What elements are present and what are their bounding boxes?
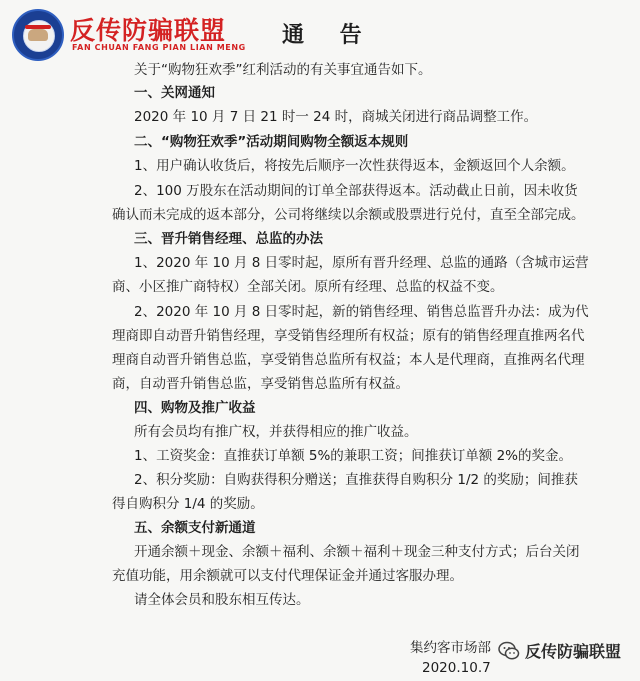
anti-fraud-logo bbox=[8, 5, 246, 63]
section-heading: 二、“购物狂欢季”活动期间购物全额返本规则 bbox=[134, 134, 409, 150]
body-line: 商，自动晋升销售总监，享受销售总监所有权益。 bbox=[112, 376, 409, 392]
body-line: 理商即自动晋升销售经理，享受销售经理所有权益；原有的销售经理直推两名代 bbox=[112, 328, 585, 344]
body-line: 商、小区推广商特权）全部关闭。原所有经理、总监的权益不变。 bbox=[112, 279, 504, 295]
body-line: 2、积分奖励：自购获得积分赠送；直推获得自购积分 1/2 的奖励；间推获 bbox=[134, 472, 578, 488]
notice-title: 通 告 bbox=[282, 23, 376, 48]
issuer-name: 集约客市场部 bbox=[410, 640, 491, 656]
body-line: 1、工资奖金：直推获订单额 5%的兼职工资；间推获订单额 2%的奖金。 bbox=[134, 448, 573, 464]
section-heading: 四、购物及推广收益 bbox=[134, 400, 256, 416]
body-line: 2、2020 年 10 月 8 日零时起，新的销售经理、销售总监晋升办法：成为代 bbox=[134, 304, 589, 320]
body-line: 请全体会员和股东相互传达。 bbox=[134, 592, 310, 608]
body-line: 得自购积分 1/4 的奖励。 bbox=[112, 496, 264, 512]
body-line: 所有会员均有推广权，并获得相应的推广收益。 bbox=[134, 424, 418, 440]
emblem-icon bbox=[12, 9, 64, 61]
section-heading: 一、关网通知 bbox=[134, 85, 215, 101]
logo-pinyin: FAN CHUAN FANG PIAN LIAN MENG bbox=[72, 43, 246, 52]
logo-name: 反传防骗联盟 bbox=[70, 16, 227, 45]
watermark-text: 反传防骗联盟 bbox=[525, 642, 622, 661]
body-line: 确认而未完成的返本部分，公司将继续以余额或股票进行兑付，直至全部完成。 bbox=[112, 207, 585, 223]
body-line: 充值功能，用余额就可以支付代理保证金并通过客服办理。 bbox=[112, 568, 463, 584]
wechat-icon bbox=[498, 641, 520, 661]
section-heading: 五、余额支付新通道 bbox=[134, 520, 256, 536]
intro-text: 关于“购物狂欢季”红利活动的有关事宜通告如下。 bbox=[134, 62, 432, 78]
section-heading: 三、晋升销售经理、总监的办法 bbox=[134, 231, 323, 247]
body-line: 2020 年 10 月 7 日 21 时一 24 时，商城关闭进行商品调整工作。 bbox=[134, 109, 538, 125]
body-line: 开通余额＋现金、余额＋福利、余额＋福利＋现金三种支付方式；后台关闭 bbox=[134, 544, 580, 560]
issue-date: 2020.10.7 bbox=[422, 660, 491, 676]
body-line: 1、2020 年 10 月 8 日零时起，原所有晋升经理、总监的通路（含城市运营 bbox=[134, 255, 589, 271]
body-line: 1、用户确认收货后，将按先后顺序一次性获得返本，金额返回个人余额。 bbox=[134, 158, 575, 174]
body-line: 2、100 万股东在活动期间的订单全部获得返本。活动截止日前，因未收货 bbox=[134, 183, 578, 199]
body-line: 理商自动晋升销售总监，享受销售总监所有权益；本人是代理商，直推两名代理 bbox=[112, 352, 585, 368]
